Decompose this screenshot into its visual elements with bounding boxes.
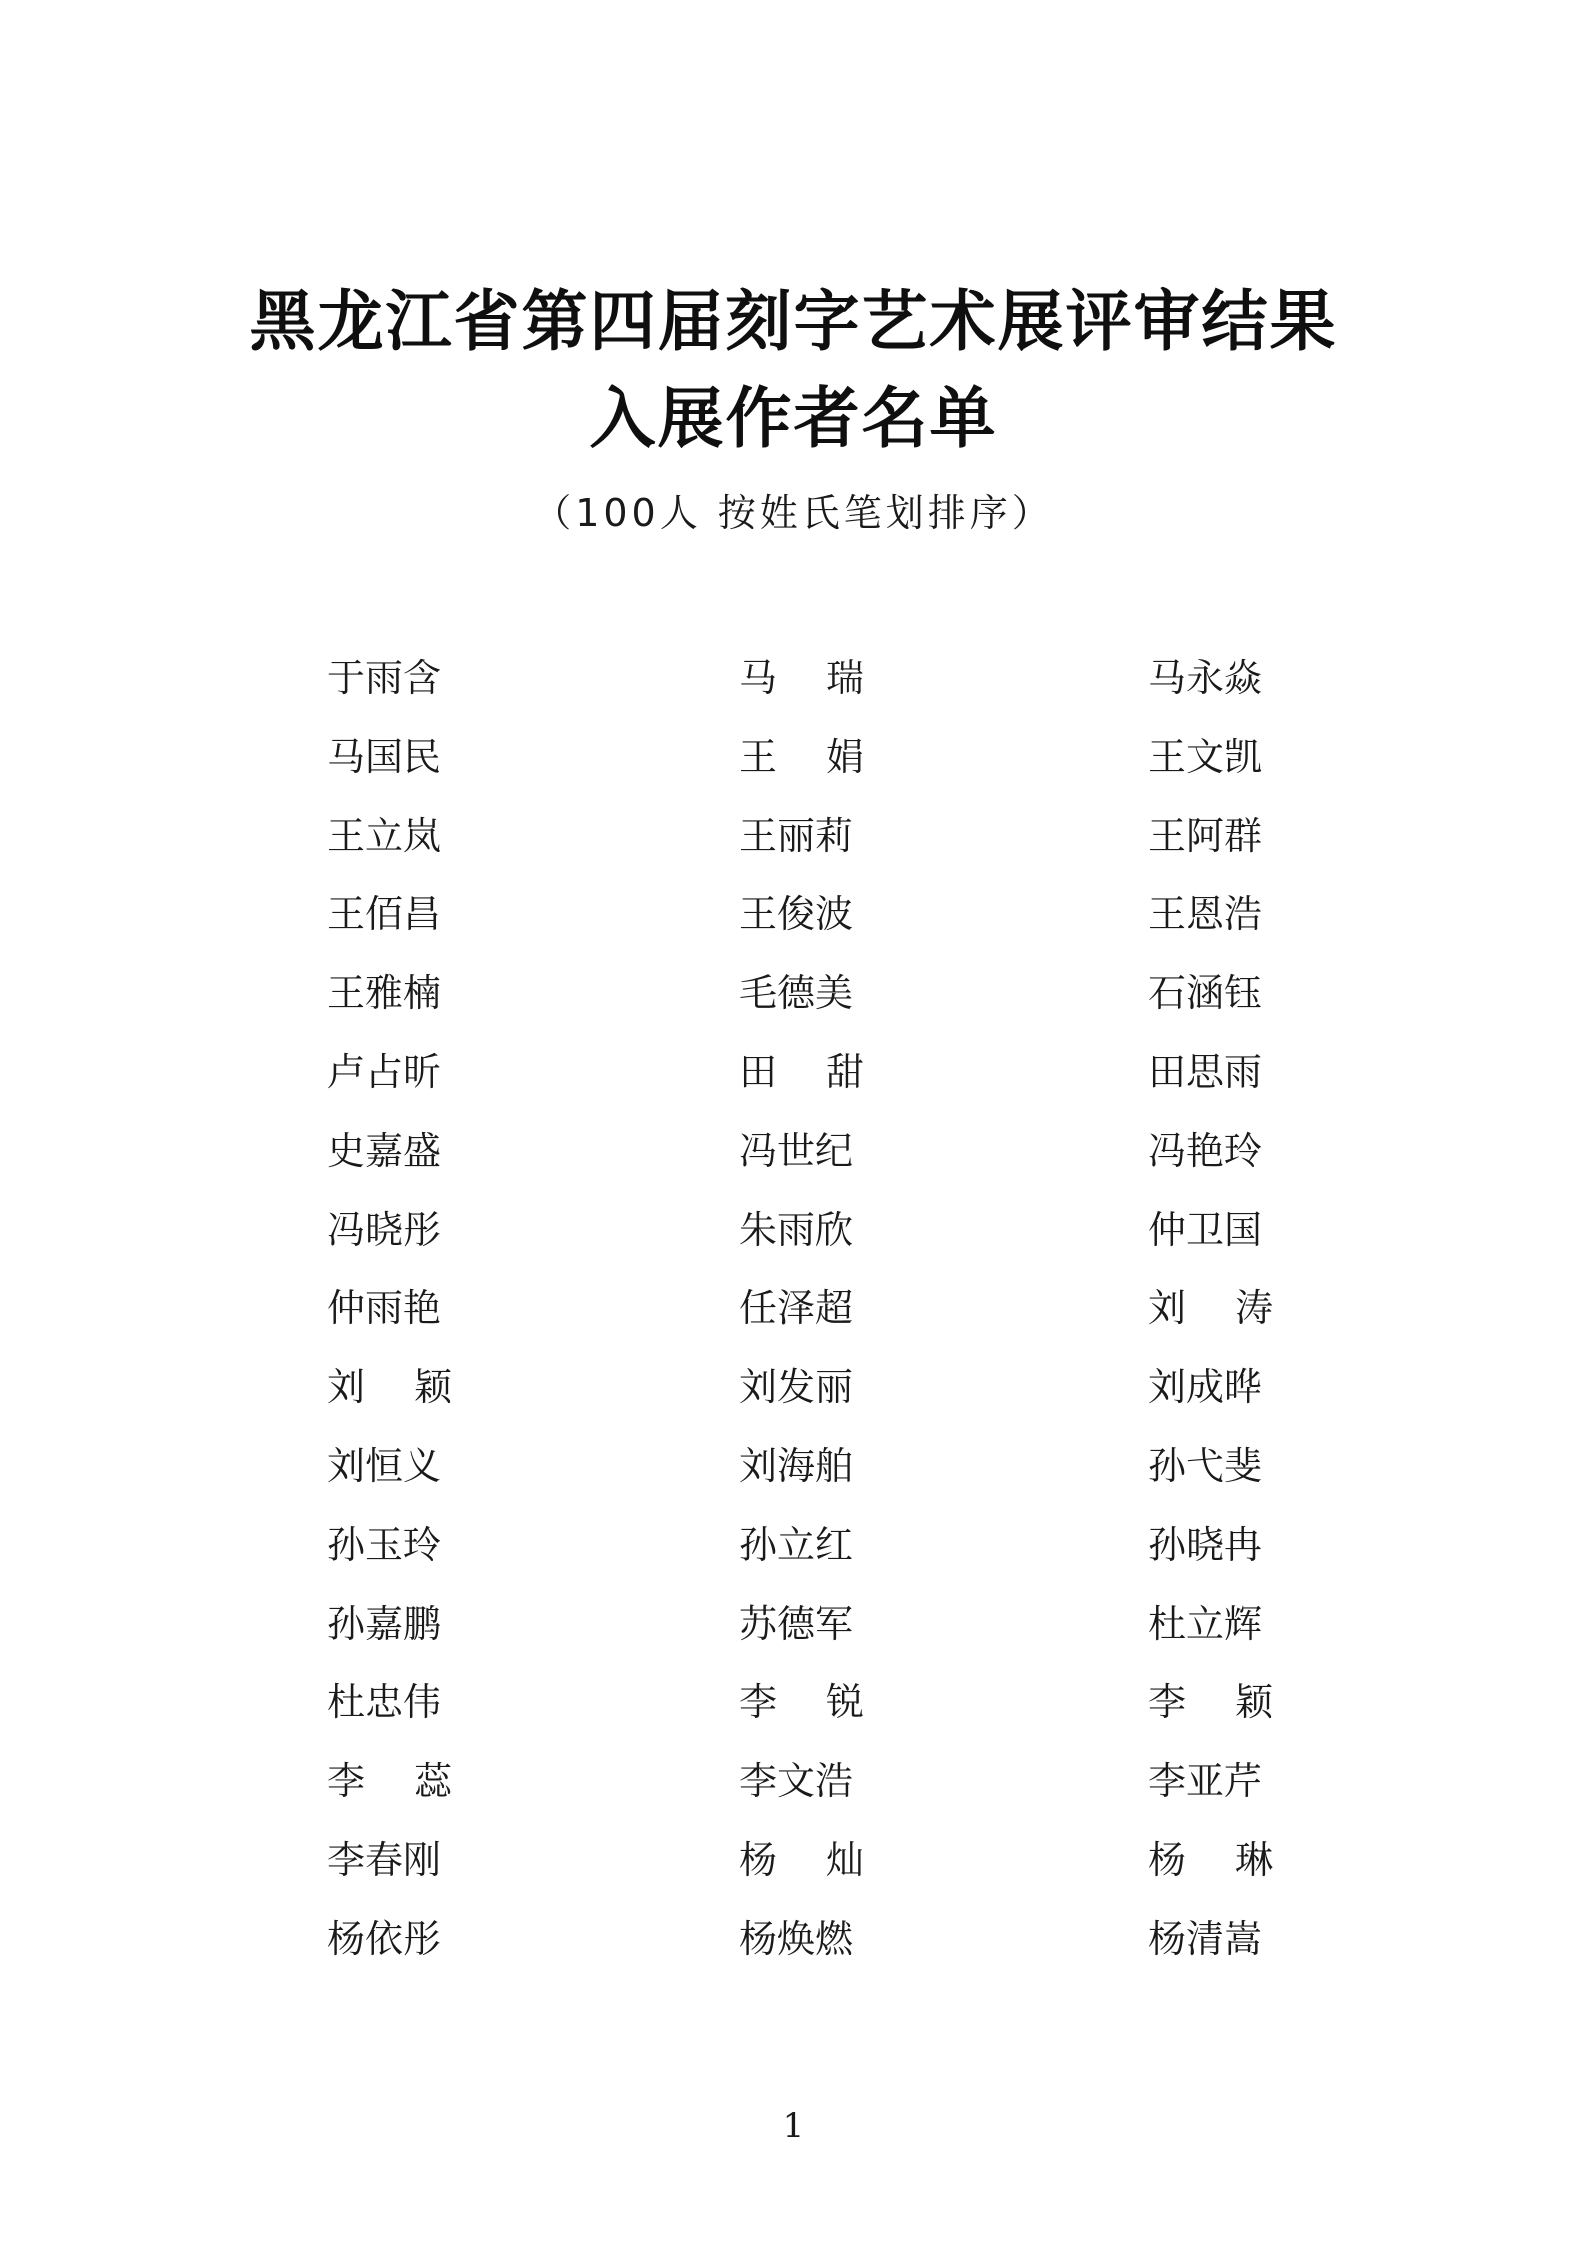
name-row <box>0 727 1587 806</box>
name-row <box>0 648 1587 727</box>
name-row <box>0 1042 1587 1121</box>
name-row <box>0 1909 1587 1988</box>
author-name: 马国民 <box>327 734 442 779</box>
author-name: 李 蕊 <box>327 1759 452 1804</box>
name-list <box>0 648 1587 1988</box>
author-name: 卢占昕 <box>327 1049 442 1094</box>
author-name: 苏德军 <box>739 1601 854 1646</box>
author-name: 王阿群 <box>1148 813 1263 858</box>
name-row <box>0 884 1587 963</box>
author-name: 田 甜 <box>739 1049 864 1094</box>
document-title: 黑龙江省第四届刻字艺术展评审结果 <box>249 282 1338 360</box>
name-row <box>0 1357 1587 1436</box>
author-name: 刘发丽 <box>739 1365 854 1410</box>
author-name: 于雨含 <box>327 656 442 700</box>
author-name: 仲雨艳 <box>327 1286 442 1331</box>
author-name: 孙晓冉 <box>1148 1522 1263 1567</box>
author-name: 杜忠伟 <box>327 1680 442 1725</box>
sort-note: （100人 按姓氏笔划排序） <box>533 491 1054 535</box>
name-row <box>0 1278 1587 1357</box>
author-name: 杜立辉 <box>1148 1601 1263 1646</box>
author-name: 刘海舶 <box>739 1443 854 1488</box>
author-name: 杨依彤 <box>327 1916 442 1961</box>
author-name: 李 颖 <box>1148 1680 1273 1725</box>
author-name: 任泽超 <box>739 1286 854 1331</box>
author-name: 冯世纪 <box>739 1128 854 1173</box>
author-name: 王俊波 <box>739 892 854 937</box>
author-name: 刘成晔 <box>1148 1365 1263 1410</box>
author-name: 王恩浩 <box>1148 892 1263 937</box>
page-number: 1 <box>782 2106 805 2146</box>
author-name: 孙嘉鹏 <box>327 1601 442 1646</box>
name-row <box>0 1200 1587 1279</box>
author-name: 刘 颖 <box>327 1365 452 1410</box>
author-name: 李 锐 <box>739 1680 864 1725</box>
author-name: 刘 涛 <box>1148 1286 1273 1331</box>
author-name: 冯艳玲 <box>1148 1128 1263 1173</box>
author-name: 杨清嵩 <box>1148 1916 1263 1961</box>
author-name: 马永焱 <box>1148 656 1263 700</box>
author-name: 李亚芹 <box>1148 1759 1263 1804</box>
name-row <box>0 806 1587 885</box>
author-name: 仲卫国 <box>1148 1207 1263 1252</box>
author-name: 史嘉盛 <box>327 1128 442 1173</box>
author-name: 杨焕燃 <box>739 1916 854 1961</box>
author-name: 孙弋斐 <box>1148 1443 1263 1488</box>
author-name: 王立岚 <box>327 813 442 858</box>
author-name: 刘恒义 <box>327 1443 442 1488</box>
author-name: 田思雨 <box>1148 1049 1263 1094</box>
name-row <box>0 1672 1587 1751</box>
author-name: 马 瑞 <box>739 656 864 700</box>
name-row <box>0 1751 1587 1830</box>
author-name: 王佰昌 <box>327 892 442 937</box>
name-row <box>0 1515 1587 1594</box>
author-name: 杨 灿 <box>739 1837 864 1882</box>
author-name: 王文凯 <box>1148 734 1263 779</box>
name-row <box>0 1594 1587 1673</box>
author-name: 李文浩 <box>739 1759 854 1804</box>
author-name: 孙玉玲 <box>327 1522 442 1567</box>
author-name: 朱雨欣 <box>739 1207 854 1252</box>
author-name: 毛德美 <box>739 971 854 1016</box>
author-name: 孙立红 <box>739 1522 854 1567</box>
author-name: 石涵钰 <box>1148 971 1263 1016</box>
name-row <box>0 1830 1587 1909</box>
name-row <box>0 963 1587 1042</box>
author-name: 王 娟 <box>739 734 864 779</box>
name-row <box>0 1121 1587 1200</box>
name-row <box>0 1436 1587 1515</box>
document-subtitle-heading: 入展作者名单 <box>589 379 998 457</box>
author-name: 李春刚 <box>327 1837 442 1882</box>
author-name: 杨 琳 <box>1148 1837 1273 1882</box>
author-name: 王丽莉 <box>739 813 854 858</box>
author-name: 王雅楠 <box>327 971 442 1016</box>
author-name: 冯晓彤 <box>327 1207 442 1252</box>
